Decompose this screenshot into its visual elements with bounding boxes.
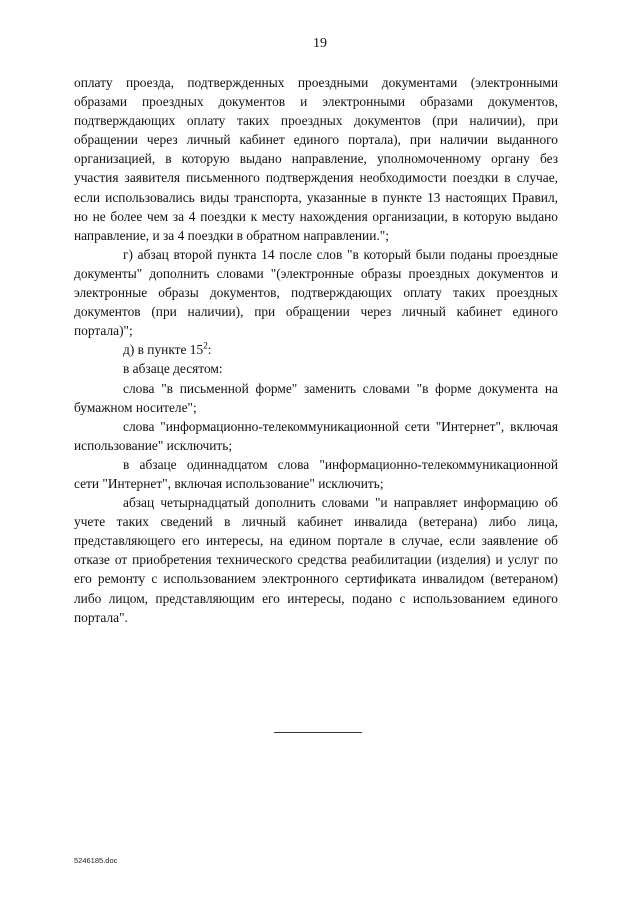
paragraph-item-d-text: д) в пункте 15	[123, 342, 204, 358]
paragraph-exclude-words: слова "информационно-телекоммуникационной сети "Интернет", включая использование" исключить;	[74, 418, 558, 453]
document-id: 5246185.doc	[74, 856, 118, 865]
paragraph-replace-words: слова "в письменной форме" заменить словами "в форме документа на бумажном носителе";	[74, 380, 558, 415]
paragraph-item-d	[74, 340, 558, 359]
page-number: 19	[313, 36, 327, 51]
paragraph-tenth-heading: в абзаце десятом:	[123, 361, 223, 377]
paragraph-eleventh: в абзаце одиннадцатом слова "информационно-телекоммуникационной сети "Интернет", включая использование" исключить;	[74, 456, 558, 491]
paragraph-continuation: оплату проезда, подтвержденных проездными документами (электронными образами проездных документов и электронными образами документов, подтверждающих оплату таких проездных документов (при наличии), при обращении через личный кабинет единого портала), при наличии выданного организацией, в которую выдано направление, уполномоченному органу без участия заявителя письменного подтверждения необходимости поездки в случае, если использовались виды транспорта, указанные в пункте 13 настоящих Правил, но не более чем за 4 поездки к месту нахождения организации, в которую выдано направление, и за 4 поездки в обратном направлении.";	[74, 75, 558, 243]
paragraph-item-d-colon: :	[207, 342, 212, 358]
superscript-index: 2	[203, 340, 208, 351]
paragraph-item-g: г) абзац второй пункта 14 после слов "в который были поданы проездные документы" дополнить словами "(электронные образы проездных документов и электронные образы документов, подтверждающих оплату таких проездных документов (при наличии), при обращении через личный кабинет единого портала)";	[74, 246, 558, 339]
end-divider	[274, 732, 362, 733]
paragraph-fourteenth: абзац четырнадцатый дополнить словами "и направляет информацию об учете таких сведений в личный кабинет инвалида (ветерана) либо лица, представляющего его интересы, на едином портале в случае, если заявление об отказе от приобретения технического средства реабилитации (изделия) и услуг по его ремонту с использованием электронного сертификата инвалидом (ветераном) либо лицом, представляющим его интересы, подано с использованием единого портала".	[74, 495, 558, 625]
document-body	[74, 73, 558, 627]
